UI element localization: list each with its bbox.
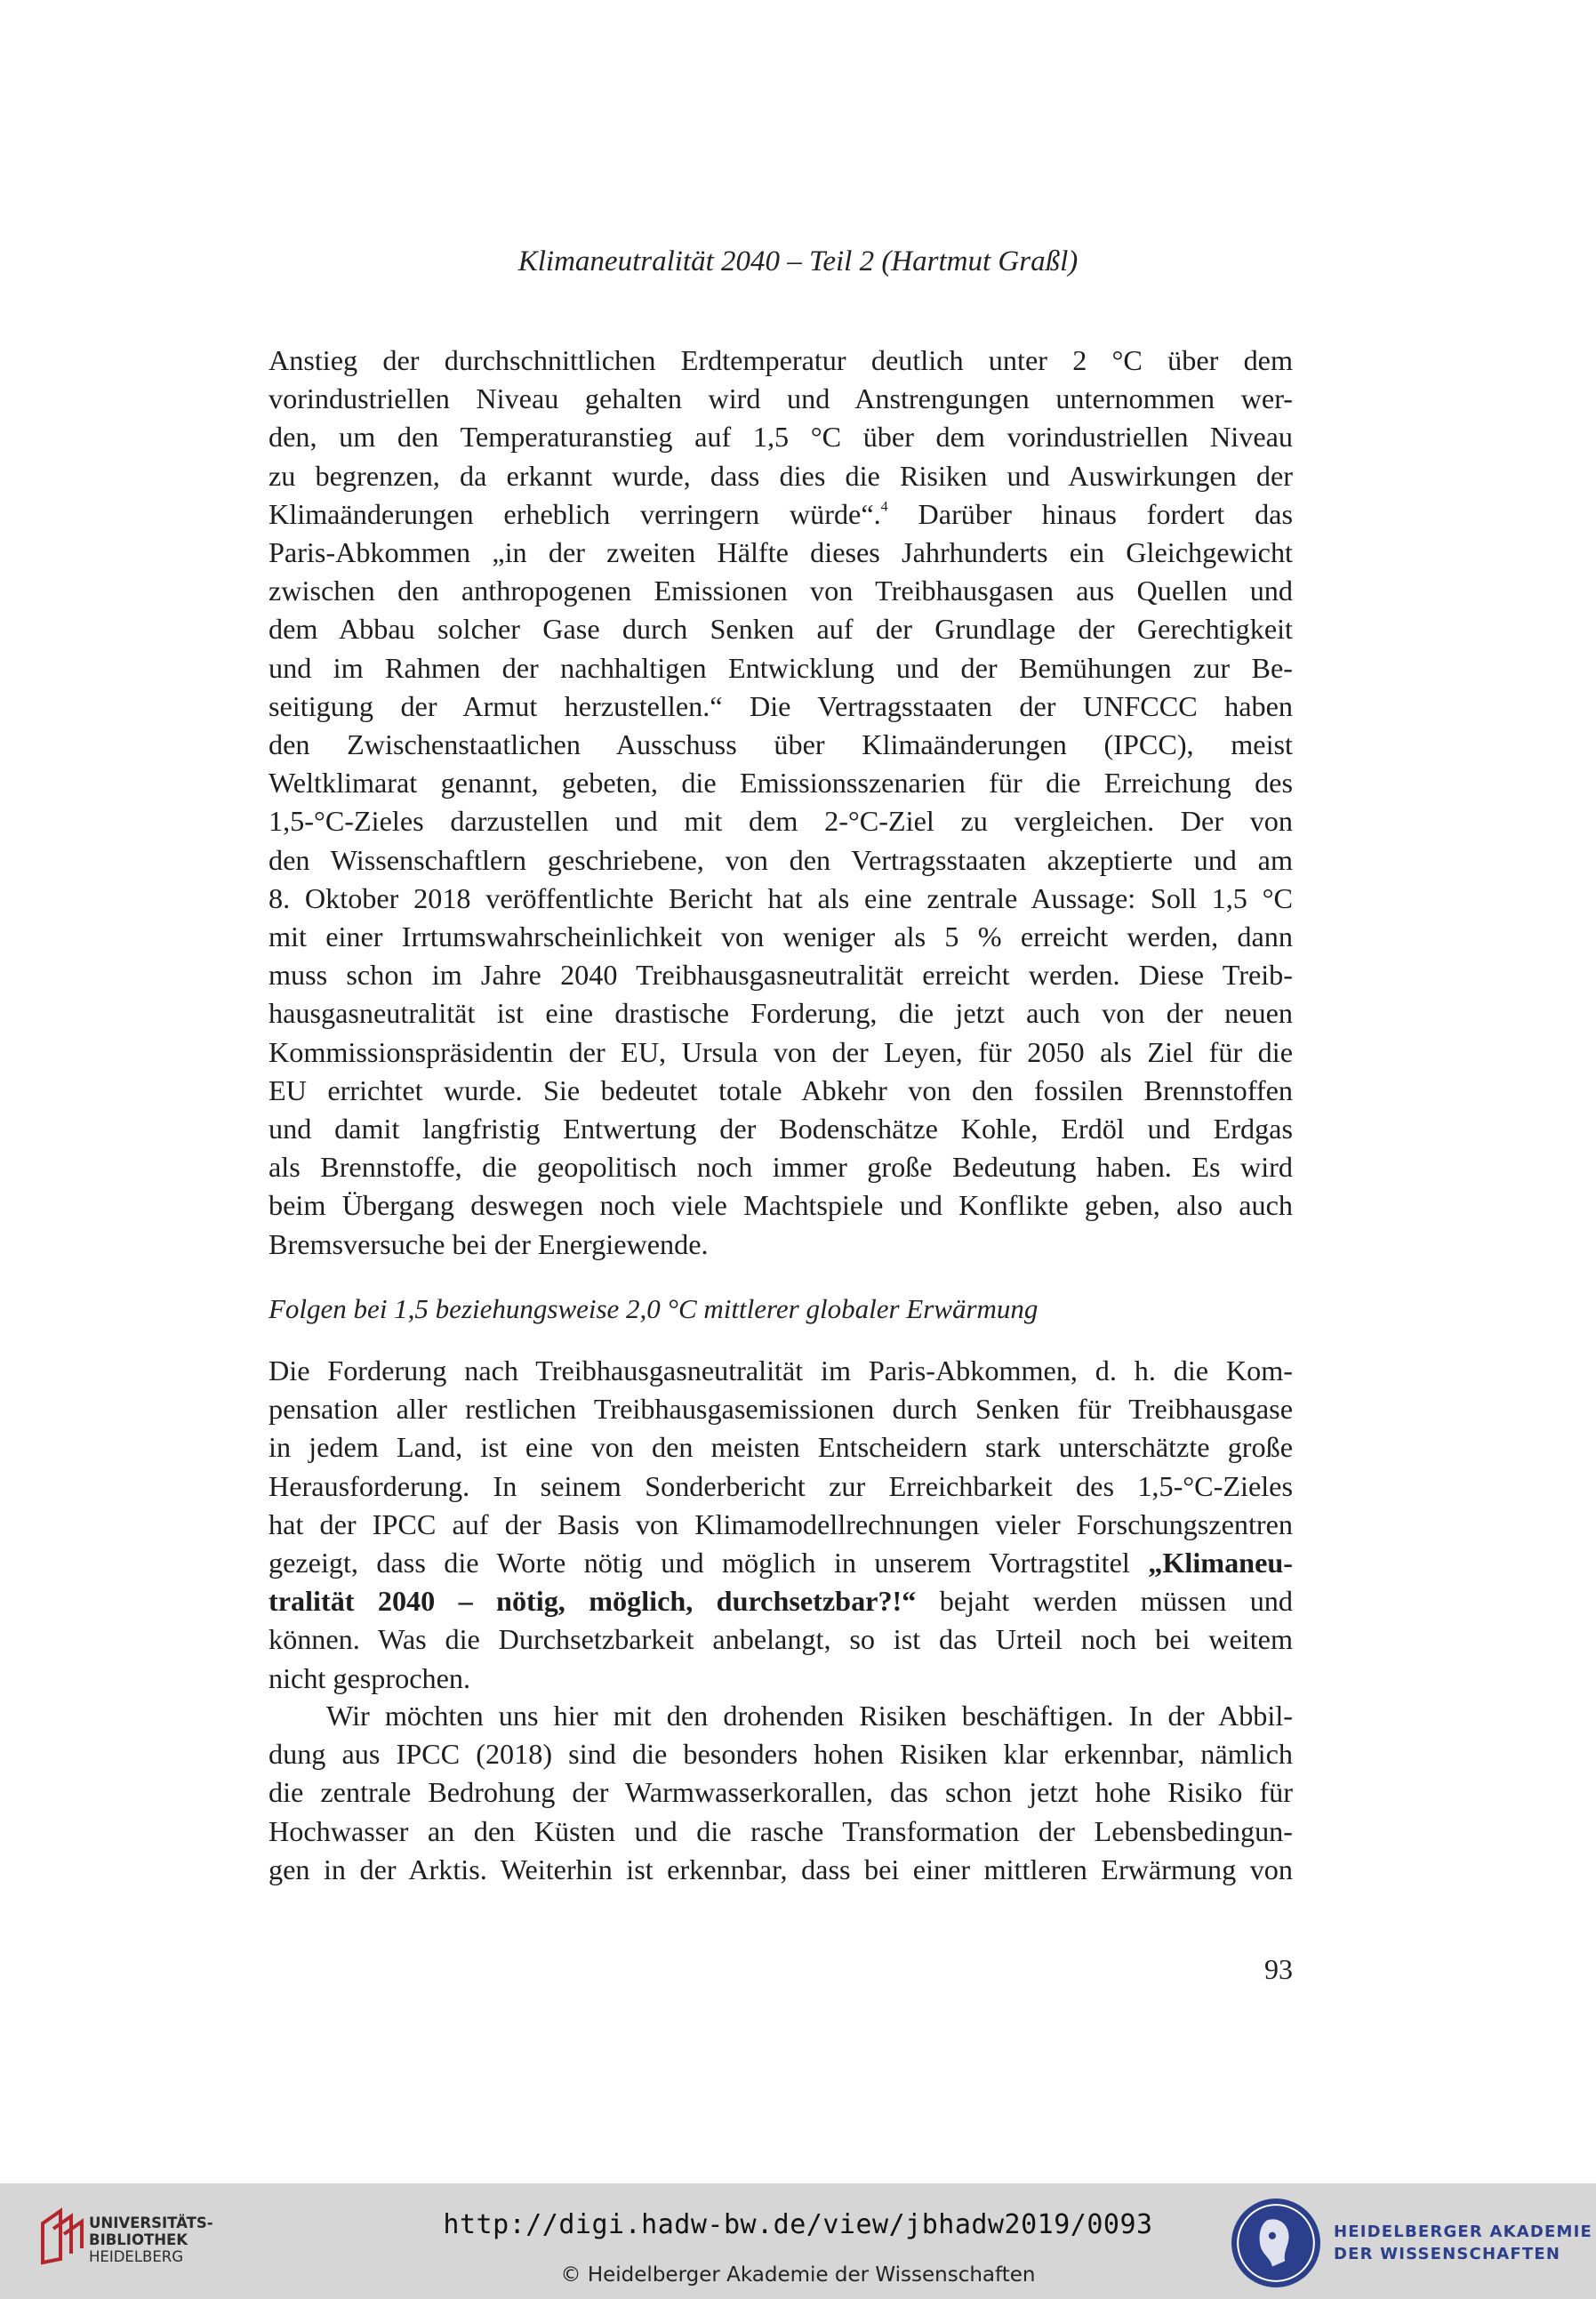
bold-lecture-title: „Klimaneu- [1148, 1547, 1293, 1580]
text-line: und im Rahmen der nachhaltigen Entwicklung und der Bemühungen zur Be- [269, 651, 1293, 684]
text-line: Bremsversuche bei der Energiewende. [269, 1227, 709, 1260]
text-line: die zentrale Bedrohung der Warmwasserkorallen, das schon jetzt hohe Risiko für [269, 1776, 1293, 1809]
text-line: Wir möchten uns hier mit den drohenden Risiken beschäftigen. In der Abbil- [326, 1700, 1293, 1732]
text-line: den, um den Temperaturanstieg auf 1,5 °C über dem vorindustriellen Niveau [269, 421, 1293, 454]
text-line: den Wissenschaftlern geschriebene, von den Vertragsstaaten akzeptierte und am [269, 843, 1293, 876]
text-line: Weltklimarat genannt, gebeten, die Emissionsszenarien für die Erreichung des [269, 767, 1293, 800]
text-line: Die Forderung nach Treibhausgasneutralität im Paris-Abkommen, d. h. die Kom- [269, 1354, 1293, 1387]
text-line: muss schon im Jahre 2040 Treibhausgasneutralität erreicht werden. Diese Treib- [269, 959, 1293, 992]
text-line: dung aus IPCC (2018) sind die besonders hohen Risiken klar erkennbar, nämlich [269, 1738, 1293, 1771]
ub-heidelberg-wordmark: UNIVERSITÄTS- BIBLIOTHEK HEIDELBERG [89, 2215, 213, 2265]
text-line: Kommissionspräsidentin der EU, Ursula von der Leyen, für 2050 als Ziel für die [269, 1035, 1293, 1068]
text-line: hat der IPCC auf der Basis von Klimamodellrechnungen vieler Forschungszentren [269, 1507, 1293, 1540]
text-line: gen in der Arktis. Weiterhin ist erkennbar, dass bei einer mittleren Erwärmung von [269, 1853, 1293, 1885]
hadw-wordmark: HEIDELBERGER AKADEMIE DER WISSENSCHAFTEN [1334, 2223, 1592, 2263]
text-line: pensation aller restlichen Treibhausgasemissionen durch Senken für Treibhausgase [269, 1393, 1293, 1426]
footnote-reference[interactable]: 4 [880, 499, 888, 515]
text-line: mit einer Irrtumswahrscheinlichkeit von weniger als 5 % erreicht werden, dann [269, 920, 1293, 953]
section-heading: Folgen bei 1,5 beziehungsweise 2,0 °C mittlerer globaler Erwärmung [269, 1293, 1039, 1324]
text-line: Paris-Abkommen „in der zweiten Hälfte dieses Jahrhunderts ein Gleichgewicht [269, 536, 1293, 569]
text-line: Hochwasser an den Küsten und die rasche Transformation der Lebensbedingun- [269, 1814, 1293, 1847]
hadw-seal-icon [1231, 2198, 1321, 2288]
paragraph-3 [269, 1697, 1293, 1889]
text-line: Anstieg der durchschnittlichen Erdtemperatur deutlich unter 2 °C über dem [269, 344, 1293, 376]
text-line: hausgasneutralität ist eine drastische Forderung, die jetzt auch von der neuen [269, 997, 1293, 1030]
text-line: dem Abbau solcher Gase durch Senken auf der Grundlage der Gerechtigkeit [269, 613, 1293, 646]
bold-lecture-title: tralität 2040 – nötig, möglich, durchsetzbar?!“ [269, 1585, 917, 1618]
text-line: EU errichtet wurde. Sie bedeutet totale Abkehr von den fossilen Brennstoffen [269, 1073, 1293, 1106]
text-line: zwischen den anthropogenen Emissionen von Treibhausgasen aus Quellen und [269, 575, 1293, 607]
text-line: als Brennstoffe, die geopolitisch noch immer große Bedeutung haben. Es wird [269, 1151, 1293, 1184]
text-line: 8. Oktober 2018 veröffentlichte Bericht hat als eine zentrale Aussage: Soll 1,5 °C [269, 881, 1293, 914]
paragraph-1 [269, 342, 1293, 1264]
text-line: vorindustriellen Niveau gehalten wird und Anstrengungen unternommen wer- [269, 382, 1293, 415]
page-number: 93 [1264, 1953, 1293, 1985]
running-head: Klimaneutralität 2040 – Teil 2 (Hartmut Graßl) [517, 245, 1079, 277]
text-line: seitigung der Armut herzustellen.“ Die Vertragsstaaten der UNFCCC haben [269, 689, 1293, 722]
paragraph-2 [269, 1352, 1293, 1698]
text-line: gezeigt, dass die Worte nötig und möglich in unserem Vortragstitel „Klimaneu- [269, 1547, 1293, 1580]
text-line: 1,5-°C-Zieles darzustellen und mit dem 2-°C-Ziel zu vergleichen. Der von [269, 805, 1293, 838]
text-line: und damit langfristig Entwertung der Bodenschätze Kohle, Erdöl und Erdgas [269, 1113, 1293, 1145]
text-line: in jedem Land, ist eine von den meisten Entscheidern stark unterschätzte große [269, 1431, 1293, 1464]
text-line: den Zwischenstaatlichen Ausschuss über Klimaänderungen (IPCC), meist [269, 728, 1293, 761]
text-line: tralität 2040 – nötig, möglich, durchsetzbar?!“ bejaht werden müssen und [269, 1585, 1293, 1618]
text-line: zu begrenzen, da erkannt wurde, dass dies die Risiken und Auswirkungen der [269, 459, 1293, 492]
text-line: Klimaänderungen erheblich verringern würde“.$^4$ Darüber hinaus fordert das [269, 497, 1293, 530]
text-line: können. Was die Durchsetzbarkeit anbelangt, so ist das Urteil noch bei weitem [269, 1623, 1293, 1656]
text-line: Herausforderung. In seinem Sonderbericht zur Erreichbarkeit des 1,5-°C-Zieles [269, 1469, 1293, 1502]
copyright-notice: © Heidelberger Akademie der Wissenschaften [560, 2263, 1036, 2287]
text-line: nicht gesprochen. [269, 1661, 471, 1694]
text-line: beim Übergang deswegen noch viele Machtspiele und Konflikte geben, also auch [269, 1189, 1293, 1222]
permalink-url[interactable]: http://digi.hadw-bw.de/view/jbhadw2019/0093 [443, 2209, 1153, 2240]
